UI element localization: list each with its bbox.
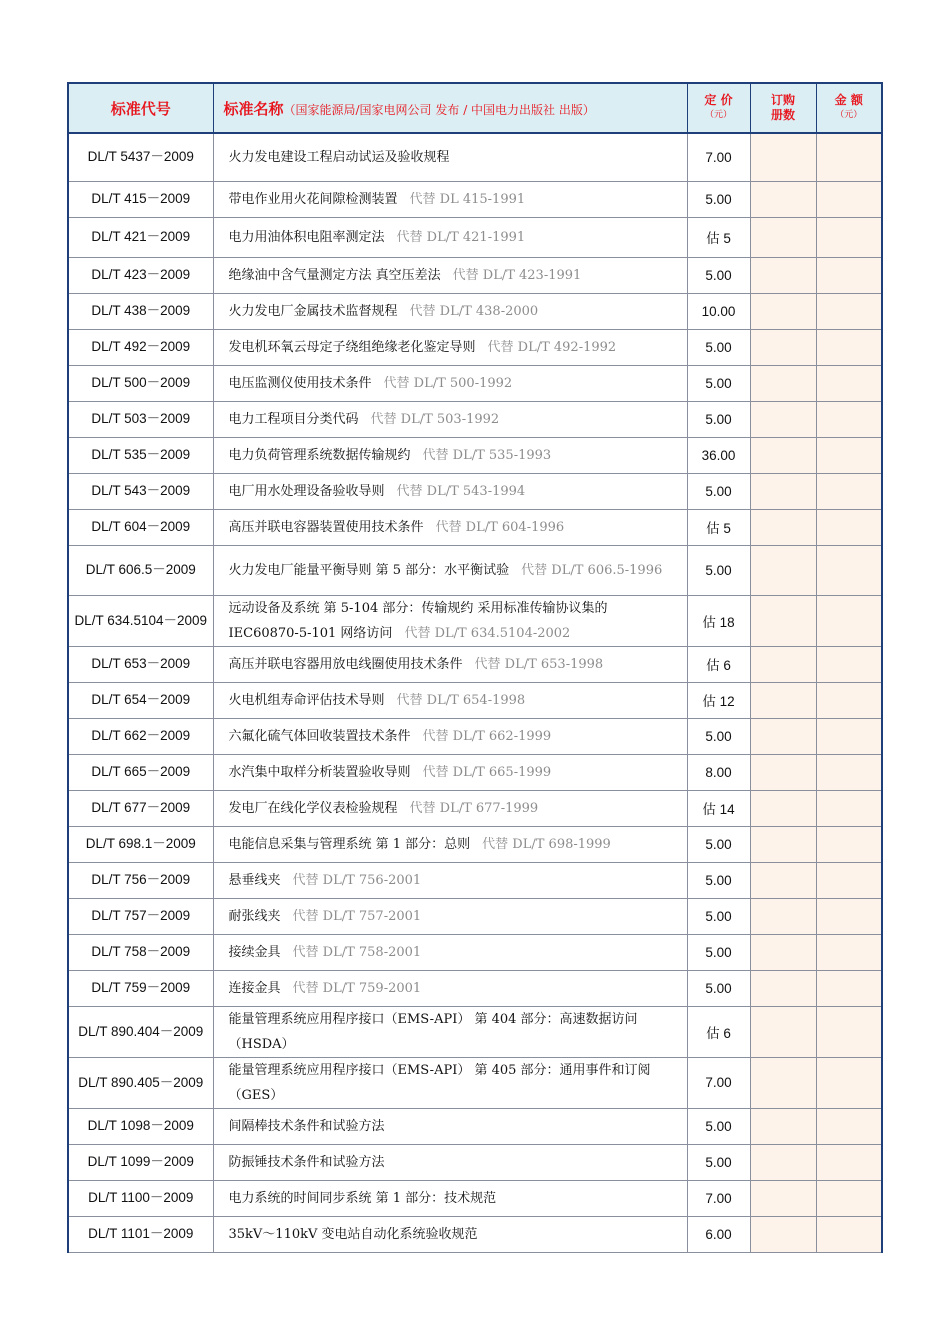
header-publisher-note: （国家能源局/国家电网公司 发布 / 中国电力出版社 出版） [283, 102, 595, 117]
quantity-input-cell[interactable] [750, 1108, 816, 1144]
standard-title: 带电作业用火花间隙检测装置 [228, 191, 398, 207]
standard-title: 水汽集中取样分析装置验收导则 [228, 764, 411, 780]
standard-title: 悬垂线夹 [228, 872, 281, 888]
header-quantity [750, 83, 816, 133]
amount-input-cell[interactable] [816, 401, 882, 437]
standard-title: 35kV～110kV 变电站自动化系统验收规范 [228, 1226, 478, 1242]
standard-name-cell [213, 646, 687, 682]
table-row [68, 646, 882, 682]
amount-input-cell[interactable] [816, 217, 882, 257]
amount-input-cell[interactable] [816, 509, 882, 545]
standard-title: 接续金具 [228, 944, 281, 960]
standard-name-cell [213, 970, 687, 1006]
standard-name-cell [213, 293, 687, 329]
standard-title: 电力工程项目分类代码 [228, 411, 359, 427]
standard-title: 耐张线夹 [228, 908, 281, 924]
standards-table-body [68, 133, 882, 1252]
table-row [68, 1216, 882, 1252]
standard-code: DL/T 698.1－2009 [68, 826, 213, 862]
replaces-note: 代替 DL/T 665-1999 [422, 764, 552, 780]
price: 估 5 [687, 509, 750, 545]
quantity-input-cell[interactable] [750, 545, 816, 595]
standard-name-cell [213, 1006, 687, 1057]
standard-code: DL/T 543－2009 [68, 473, 213, 509]
replaces-note: 代替 DL/T 662-1999 [422, 728, 552, 744]
table-row [68, 790, 882, 826]
amount-input-cell[interactable] [816, 1216, 882, 1252]
standards-order-sheet [67, 82, 883, 1253]
standard-code: DL/T 503－2009 [68, 401, 213, 437]
price: 估 12 [687, 682, 750, 718]
standard-name-cell [213, 898, 687, 934]
replaces-note: 代替 DL/T 654-1998 [396, 692, 526, 708]
standard-name-cell [213, 1216, 687, 1252]
table-row [68, 473, 882, 509]
standard-title: 火力发电厂金属技术监督规程 [228, 303, 398, 319]
header-amount-unit: （元） [835, 110, 863, 120]
table-row [68, 934, 882, 970]
header-quantity-line1: 订购 [770, 93, 795, 107]
header-standard-name [213, 83, 687, 133]
standard-name-cell [213, 862, 687, 898]
price: 5.00 [687, 898, 750, 934]
standard-name-cell [213, 329, 687, 365]
amount-input-cell[interactable] [816, 1108, 882, 1144]
standard-title: 电力系统的时间同步系统 第 1 部分：技术规范 [228, 1190, 497, 1206]
table-row [68, 862, 882, 898]
table-row [68, 217, 882, 257]
quantity-input-cell[interactable] [750, 1057, 816, 1108]
quantity-input-cell[interactable] [750, 401, 816, 437]
standards-table [67, 82, 883, 1253]
table-row [68, 826, 882, 862]
standard-name-cell [213, 365, 687, 401]
standard-code: DL/T 500－2009 [68, 365, 213, 401]
price: 估 6 [687, 646, 750, 682]
standard-name-cell [213, 595, 687, 646]
standard-name-cell [213, 754, 687, 790]
standard-title: 连接金具 [228, 980, 281, 996]
replaces-note: 代替 DL/T 698-1999 [482, 836, 611, 852]
replaces-note: 代替 DL/T 759-2001 [292, 980, 422, 996]
price: 8.00 [687, 754, 750, 790]
amount-input-cell[interactable] [816, 970, 882, 1006]
standard-code: DL/T 423－2009 [68, 257, 213, 293]
replaces-note: 代替 DL/T 677-1999 [409, 800, 539, 816]
standard-title: 远动设备及系统 第 5-104 部分：传输规约 采用标准传输协议集的 IEC60870-5-101 网络访问 [228, 600, 608, 641]
standard-name-cell [213, 437, 687, 473]
amount-input-cell[interactable] [816, 826, 882, 862]
price: 7.00 [687, 133, 750, 181]
replaces-note: 代替 DL/T 634.5104-2002 [404, 625, 571, 641]
amount-input-cell[interactable] [816, 754, 882, 790]
standard-name-cell [213, 682, 687, 718]
amount-input-cell[interactable] [816, 682, 882, 718]
replaces-note: 代替 DL/T 757-2001 [292, 908, 422, 924]
standard-title: 电厂用水处理设备验收导则 [228, 483, 385, 499]
price: 7.00 [687, 1057, 750, 1108]
quantity-input-cell[interactable] [750, 1180, 816, 1216]
amount-input-cell[interactable] [816, 133, 882, 181]
amount-input-cell[interactable] [816, 1144, 882, 1180]
table-row [68, 329, 882, 365]
amount-input-cell[interactable] [816, 898, 882, 934]
table-row [68, 257, 882, 293]
header-price-unit: （元） [704, 110, 732, 120]
standard-code: DL/T 1100－2009 [68, 1180, 213, 1216]
replaces-note: 代替 DL/T 606.5-1996 [521, 562, 663, 578]
price: 5.00 [687, 970, 750, 1006]
standard-name-cell [213, 826, 687, 862]
standard-code: DL/T 677－2009 [68, 790, 213, 826]
replaces-note: 代替 DL/T 503-1992 [370, 411, 500, 427]
replaces-note: 代替 DL/T 535-1993 [422, 447, 552, 463]
standard-code: DL/T 415－2009 [68, 181, 213, 217]
price: 估 14 [687, 790, 750, 826]
price: 6.00 [687, 1216, 750, 1252]
replaces-note: 代替 DL/T 423-1991 [452, 267, 582, 283]
standard-code: DL/T 665－2009 [68, 754, 213, 790]
price: 5.00 [687, 257, 750, 293]
standard-name-cell [213, 257, 687, 293]
price: 估 18 [687, 595, 750, 646]
standard-code: DL/T 606.5－2009 [68, 545, 213, 595]
price: 5.00 [687, 934, 750, 970]
amount-input-cell[interactable] [816, 437, 882, 473]
table-row [68, 401, 882, 437]
standard-code: DL/T 653－2009 [68, 646, 213, 682]
table-row [68, 509, 882, 545]
replaces-note: 代替 DL/T 543-1994 [396, 483, 526, 499]
standard-title: 火力发电建设工程启动试运及验收规程 [228, 149, 450, 165]
header-standard-code: 标准代号 [68, 83, 213, 133]
amount-input-cell[interactable] [816, 646, 882, 682]
table-row [68, 595, 882, 646]
standard-code: DL/T 1099－2009 [68, 1144, 213, 1180]
quantity-input-cell[interactable] [750, 437, 816, 473]
quantity-input-cell[interactable] [750, 1216, 816, 1252]
price: 5.00 [687, 718, 750, 754]
price: 5.00 [687, 545, 750, 595]
table-row [68, 1108, 882, 1144]
quantity-input-cell[interactable] [750, 473, 816, 509]
price: 36.00 [687, 437, 750, 473]
quantity-input-cell[interactable] [750, 754, 816, 790]
standard-name-cell [213, 718, 687, 754]
price: 5.00 [687, 1108, 750, 1144]
amount-input-cell[interactable] [816, 790, 882, 826]
price: 估 6 [687, 1006, 750, 1057]
amount-input-cell[interactable] [816, 718, 882, 754]
standard-title: 能量管理系统应用程序接口（EMS-API） 第 404 部分：高速数据访问（HSDA） [228, 1011, 638, 1052]
standard-code: DL/T 5437－2009 [68, 133, 213, 181]
standard-code: DL/T 535－2009 [68, 437, 213, 473]
standard-title: 发电机环氧云母定子绕组绝缘老化鉴定导则 [228, 339, 476, 355]
standard-code: DL/T 1101－2009 [68, 1216, 213, 1252]
table-header-row [68, 83, 882, 133]
quantity-input-cell[interactable] [750, 329, 816, 365]
standard-name-cell [213, 181, 687, 217]
table-row [68, 437, 882, 473]
standard-name-cell [213, 217, 687, 257]
quantity-input-cell[interactable] [750, 826, 816, 862]
standard-name-cell [213, 790, 687, 826]
header-quantity-line2: 册数 [770, 108, 795, 122]
standard-name-cell [213, 509, 687, 545]
table-row [68, 718, 882, 754]
standard-title: 高压并联电容器用放电线圈使用技术条件 [228, 656, 463, 672]
price: 5.00 [687, 401, 750, 437]
quantity-input-cell[interactable] [750, 133, 816, 181]
price: 5.00 [687, 329, 750, 365]
quantity-input-cell[interactable] [750, 1144, 816, 1180]
standard-title: 电能信息采集与管理系统 第 1 部分：总则 [228, 836, 471, 852]
quantity-input-cell[interactable] [750, 862, 816, 898]
table-row [68, 970, 882, 1006]
quantity-input-cell[interactable] [750, 718, 816, 754]
amount-input-cell[interactable] [816, 545, 882, 595]
header-amount-label: 金 额 [834, 93, 863, 107]
standard-title: 高压并联电容器装置使用技术条件 [228, 519, 424, 535]
amount-input-cell[interactable] [816, 1180, 882, 1216]
quantity-input-cell[interactable] [750, 365, 816, 401]
header-amount [816, 83, 882, 133]
price: 7.00 [687, 1180, 750, 1216]
table-row [68, 682, 882, 718]
standard-title: 绝缘油中含气量测定方法 真空压差法 [228, 267, 441, 283]
price: 5.00 [687, 365, 750, 401]
standard-title: 电压监测仪使用技术条件 [228, 375, 372, 391]
standard-title: 电力用油体积电阻率测定法 [228, 229, 385, 245]
standard-code: DL/T 757－2009 [68, 898, 213, 934]
replaces-note: 代替 DL 415-1991 [409, 191, 526, 207]
quantity-input-cell[interactable] [750, 682, 816, 718]
standard-code: DL/T 492－2009 [68, 329, 213, 365]
amount-input-cell[interactable] [816, 595, 882, 646]
table-row [68, 1006, 882, 1057]
quantity-input-cell[interactable] [750, 934, 816, 970]
table-row [68, 545, 882, 595]
header-price [687, 83, 750, 133]
quantity-input-cell[interactable] [750, 217, 816, 257]
replaces-note: 代替 DL/T 492-1992 [487, 339, 617, 355]
standard-name-cell [213, 133, 687, 181]
replaces-note: 代替 DL/T 421-1991 [396, 229, 526, 245]
amount-input-cell[interactable] [816, 329, 882, 365]
quantity-input-cell[interactable] [750, 181, 816, 217]
quantity-input-cell[interactable] [750, 595, 816, 646]
standard-name-cell [213, 934, 687, 970]
table-row [68, 181, 882, 217]
standard-name-cell [213, 1108, 687, 1144]
header-price-label: 定 价 [704, 93, 733, 107]
standard-title: 能量管理系统应用程序接口（EMS-API） 第 405 部分：通用事件和订阅（GES） [228, 1062, 651, 1103]
amount-input-cell[interactable] [816, 181, 882, 217]
replaces-note: 代替 DL/T 500-1992 [383, 375, 513, 391]
table-row [68, 365, 882, 401]
table-row [68, 1180, 882, 1216]
standard-code: DL/T 1098－2009 [68, 1108, 213, 1144]
quantity-input-cell[interactable] [750, 293, 816, 329]
replaces-note: 代替 DL/T 758-2001 [292, 944, 422, 960]
quantity-input-cell[interactable] [750, 509, 816, 545]
standard-name-cell [213, 473, 687, 509]
price: 5.00 [687, 473, 750, 509]
quantity-input-cell[interactable] [750, 898, 816, 934]
quantity-input-cell[interactable] [750, 790, 816, 826]
standard-code: DL/T 662－2009 [68, 718, 213, 754]
standard-code: DL/T 758－2009 [68, 934, 213, 970]
price: 10.00 [687, 293, 750, 329]
price: 5.00 [687, 1144, 750, 1180]
table-row [68, 133, 882, 181]
price: 5.00 [687, 862, 750, 898]
quantity-input-cell[interactable] [750, 646, 816, 682]
standard-name-cell [213, 545, 687, 595]
price: 估 5 [687, 217, 750, 257]
price: 5.00 [687, 826, 750, 862]
table-row [68, 293, 882, 329]
table-row [68, 1057, 882, 1108]
standard-name-cell [213, 1144, 687, 1180]
amount-input-cell[interactable] [816, 365, 882, 401]
standard-title: 火电机组寿命评估技术导则 [228, 692, 385, 708]
amount-input-cell[interactable] [816, 1006, 882, 1057]
table-row [68, 754, 882, 790]
standard-code: DL/T 890.404－2009 [68, 1006, 213, 1057]
quantity-input-cell[interactable] [750, 257, 816, 293]
standard-code: DL/T 634.5104－2009 [68, 595, 213, 646]
amount-input-cell[interactable] [816, 293, 882, 329]
replaces-note: 代替 DL/T 756-2001 [292, 872, 422, 888]
standard-title: 火力发电厂能量平衡导则 第 5 部分：水平衡试验 [228, 562, 510, 578]
replaces-note: 代替 DL/T 438-2000 [409, 303, 539, 319]
quantity-input-cell[interactable] [750, 970, 816, 1006]
price: 5.00 [687, 181, 750, 217]
standard-title: 间隔棒技术条件和试验方法 [228, 1118, 385, 1134]
amount-input-cell[interactable] [816, 862, 882, 898]
amount-input-cell[interactable] [816, 934, 882, 970]
replaces-note: 代替 DL/T 653-1998 [474, 656, 604, 672]
standard-title: 六氟化硫气体回收装置技术条件 [228, 728, 411, 744]
table-row [68, 1144, 882, 1180]
standard-title: 电力负荷管理系统数据传输规约 [228, 447, 411, 463]
amount-input-cell[interactable] [816, 473, 882, 509]
quantity-input-cell[interactable] [750, 1006, 816, 1057]
standard-title: 防振锤技术条件和试验方法 [228, 1154, 385, 1170]
header-name-label: 标准名称 [223, 99, 284, 118]
standard-title: 发电厂在线化学仪表检验规程 [228, 800, 398, 816]
standard-name-cell [213, 401, 687, 437]
amount-input-cell[interactable] [816, 257, 882, 293]
standard-code: DL/T 604－2009 [68, 509, 213, 545]
standard-code: DL/T 756－2009 [68, 862, 213, 898]
standard-name-cell [213, 1057, 687, 1108]
standard-code: DL/T 421－2009 [68, 217, 213, 257]
replaces-note: 代替 DL/T 604-1996 [435, 519, 565, 535]
amount-input-cell[interactable] [816, 1057, 882, 1108]
standard-code: DL/T 438－2009 [68, 293, 213, 329]
standard-code: DL/T 654－2009 [68, 682, 213, 718]
standard-name-cell [213, 1180, 687, 1216]
standard-code: DL/T 890.405－2009 [68, 1057, 213, 1108]
table-row [68, 898, 882, 934]
standard-code: DL/T 759－2009 [68, 970, 213, 1006]
